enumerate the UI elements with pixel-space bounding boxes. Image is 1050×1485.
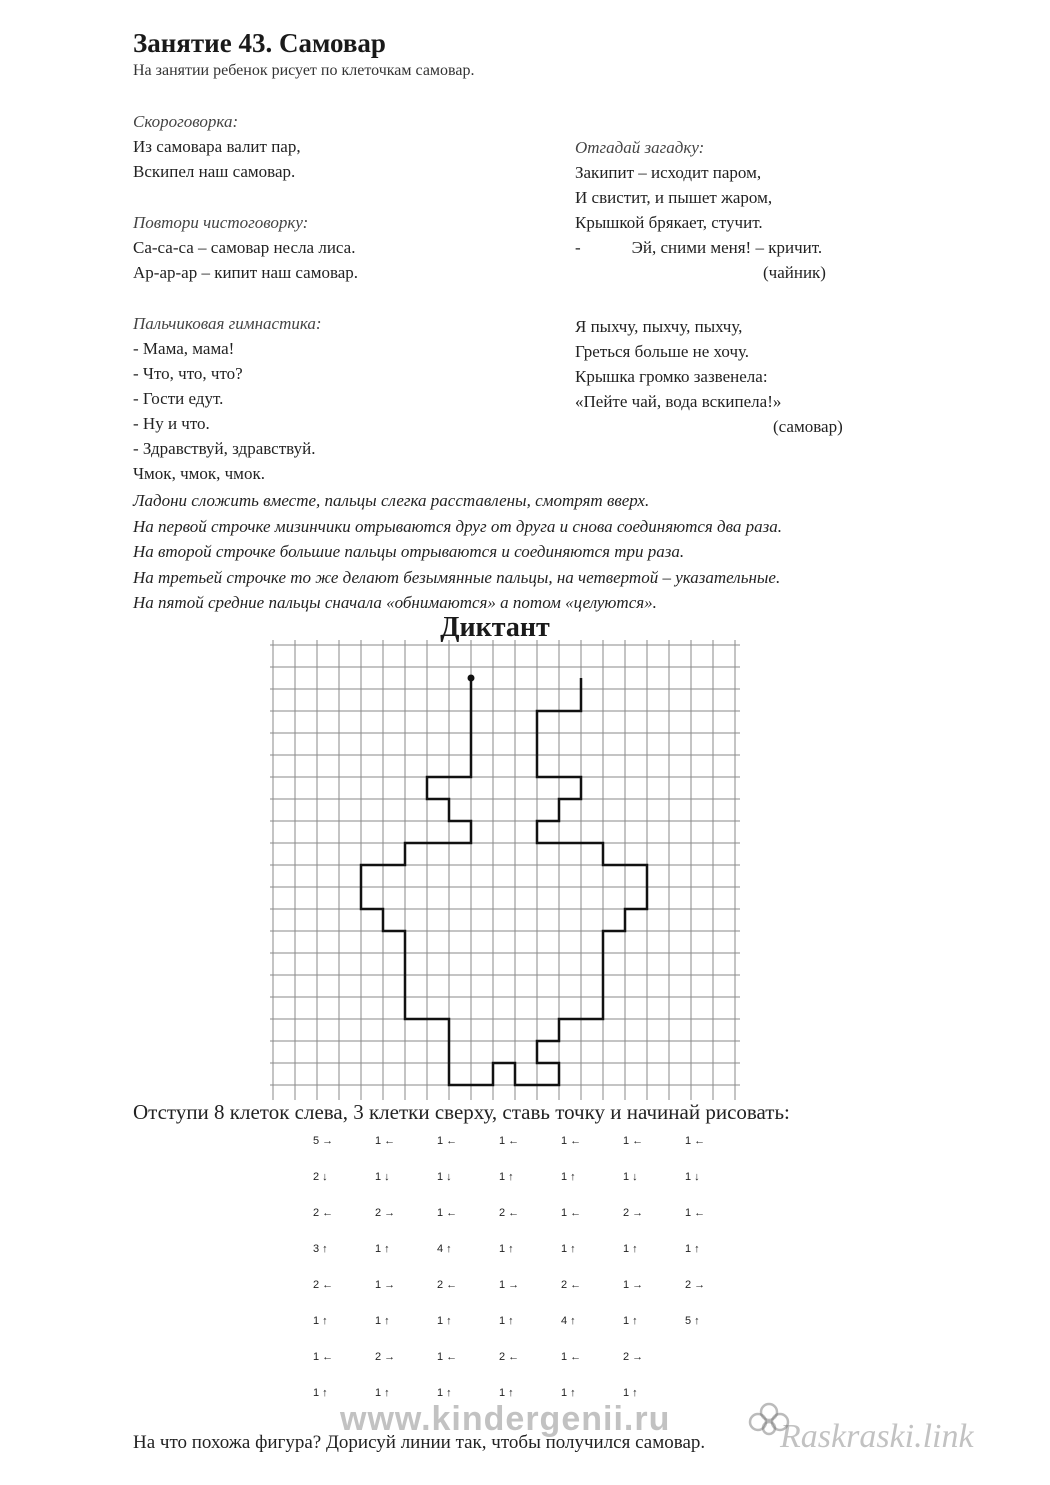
dictation-command: 1 ↓ — [685, 1171, 700, 1183]
finger-gym-line: Чмок, чмок, чмок. — [133, 464, 265, 483]
dictation-command: 1 ↑ — [623, 1315, 638, 1327]
dictation-command: 2 ↓ — [313, 1171, 328, 1183]
dictation-command: 1 ↑ — [561, 1243, 576, 1255]
dictation-command: 1 ← — [685, 1207, 706, 1219]
dictation-command: 2 → — [685, 1279, 706, 1291]
dictation-command: 1 ← — [561, 1351, 582, 1363]
dictation-grid — [270, 640, 740, 1105]
dictation-command: 2 ← — [313, 1279, 334, 1291]
instruction-line: На первой строчке мизинчики отрываются друг от друга и снова соединяются два раза. — [133, 516, 783, 536]
dictation-command: 1 ← — [561, 1207, 582, 1219]
finger-gym-instructions — [133, 488, 782, 616]
dictation-command: 1 ↓ — [623, 1171, 638, 1183]
instruction-line: Ладони сложить вместе, пальцы слегка расставлены, смотрят вверх. — [133, 491, 650, 510]
finger-gym-line: - Мама, мама! — [133, 339, 235, 358]
dictation-command: 2 → — [375, 1207, 396, 1219]
riddle-line: Греться больше не хочу. — [575, 342, 750, 361]
watermark-text: www.kindergenii.ru — [340, 1400, 671, 1438]
dictation-command: 1 ← — [623, 1135, 644, 1147]
dictation-command: 1 ↑ — [437, 1315, 452, 1327]
dictation-command: 1 ↑ — [437, 1387, 452, 1399]
dictation-command: 1 ← — [437, 1351, 458, 1363]
dictation-command: 1 ↑ — [623, 1387, 638, 1399]
dictation-command: 1 ↑ — [685, 1243, 700, 1255]
instruction-line: На пятой средние пальцы сначала «обнимаются» а потом «целуются». — [133, 593, 657, 612]
dictation-command: 1 ↑ — [499, 1387, 514, 1399]
dictation-command: 5 → — [313, 1135, 334, 1147]
dictation-command: 1 → — [623, 1279, 644, 1291]
dictation-command: 1 ↑ — [561, 1171, 576, 1183]
riddle-line: И свистит, и пышет жаром, — [575, 188, 773, 207]
dictation-command: 1 ← — [561, 1135, 582, 1147]
pure-saying-label: Повтори чистоговорку: — [133, 213, 309, 232]
dictation-command: 1 ↑ — [375, 1243, 390, 1255]
riddle-line: Крышка громко зазвенела: — [575, 367, 768, 386]
page-title: Занятие 43. Самовар — [133, 28, 386, 58]
dictation-title: Диктант — [440, 612, 550, 643]
dictation-command: 2 ← — [499, 1207, 520, 1219]
dictation-command: 1 ↑ — [375, 1315, 390, 1327]
dictation-command: 1 ↑ — [499, 1315, 514, 1327]
riddle-line: «Пейте чай, вода вскипела!» — [575, 392, 782, 411]
dictation-command: 3 ↑ — [313, 1243, 328, 1255]
dictation-command: 1 ← — [437, 1207, 458, 1219]
dictation-command: 2 ← — [313, 1207, 334, 1219]
dictation-command: 1 ↑ — [313, 1315, 328, 1327]
instruction-line: На третьей строчке то же делают безымянные пальцы, на четвертой – указательные. — [133, 567, 781, 587]
start-point — [468, 675, 475, 682]
dictation-task: Отступи 8 клеток слева, 3 клетки сверху, ставь точку и начинай рисовать: — [133, 1100, 790, 1124]
pure-saying-line: Ар-ар-ар – кипит наш самовар. — [133, 263, 359, 282]
dictation-command: 2 → — [623, 1207, 644, 1219]
tongue-twister-line: Из самовара валит пар, — [133, 137, 301, 156]
tongue-twister-section — [133, 112, 301, 184]
finger-gym-line: - Здравствуй, здравствуй. — [133, 439, 316, 458]
dictation-command: 1 ↑ — [313, 1387, 328, 1399]
finger-gym-section — [133, 314, 322, 486]
dictation-command: 2 → — [623, 1351, 644, 1363]
finger-gym-line: - Что, что, что? — [133, 364, 243, 383]
dictation-command: 1 ↑ — [375, 1387, 390, 1399]
dictation-command: 1 → — [499, 1279, 520, 1291]
dictation-command: 5 ↑ — [685, 1315, 700, 1327]
graph-paper-drawing — [270, 640, 740, 1100]
dictation-command: 1 ← — [375, 1135, 396, 1147]
tongue-twister-line: Вскипел наш самовар. — [133, 162, 296, 181]
riddle-label: Отгадай загадку: — [575, 138, 705, 157]
pure-saying-section — [133, 213, 358, 285]
pure-saying-line: Са-са-са – самовар несла лиса. — [133, 238, 356, 257]
page-subtitle: На занятии ребенок рисует по клеточкам самовар. — [133, 62, 475, 79]
dictation-command: 1 ↓ — [375, 1171, 390, 1183]
watermark-text-secondary: Raskraski.link — [780, 1418, 974, 1455]
riddle-two-section — [575, 314, 843, 439]
instruction-line: На второй строчке большие пальцы отрываются и соединяются три раза. — [133, 542, 685, 561]
dictation-command: 2 ← — [437, 1279, 458, 1291]
riddle-answer: (самовар) — [773, 417, 843, 436]
dictation-command: 4 ↑ — [561, 1315, 576, 1327]
dictation-command: 1 ← — [685, 1135, 706, 1147]
dictation-command: 1 ↑ — [499, 1243, 514, 1255]
riddle-line: Закипит – исходит паром, — [575, 163, 762, 182]
dictation-command: 4 ↑ — [437, 1243, 452, 1255]
riddle-answer: (чайник) — [763, 263, 826, 282]
dictation-command: 1 ← — [313, 1351, 334, 1363]
dictation-command: 1 ↑ — [499, 1171, 514, 1183]
finger-gym-label: Пальчиковая гимнастика: — [133, 314, 322, 333]
dictation-command: 1 ↑ — [623, 1243, 638, 1255]
samovar-outline — [361, 678, 647, 1085]
dictation-command: 1 → — [375, 1279, 396, 1291]
dictation-command: 1 ← — [499, 1135, 520, 1147]
dictation-command: 1 ↑ — [561, 1387, 576, 1399]
tongue-twister-label: Скороговорка: — [133, 112, 239, 131]
dictation-command: 2 ← — [561, 1279, 582, 1291]
dictation-command: 1 ← — [437, 1135, 458, 1147]
footer-question: На что похожа фигура? Дорисуй линии так, чтобы получился самовар. — [133, 1432, 706, 1453]
dictation-command: 2 → — [375, 1351, 396, 1363]
dictation-command: 1 ↓ — [437, 1171, 452, 1183]
finger-gym-line: - Гости едут. — [133, 389, 224, 408]
dictation-command: 2 ← — [499, 1351, 520, 1363]
riddle-line: Крышкой брякает, стучит. — [575, 213, 763, 232]
riddle-one-section — [575, 138, 826, 285]
riddle-line: - Эй, сними меня! – кричит. — [575, 238, 823, 257]
finger-gym-line: - Ну и что. — [133, 414, 210, 433]
riddle-line: Я пыхчу, пыхчу, пыхчу, — [575, 317, 743, 336]
